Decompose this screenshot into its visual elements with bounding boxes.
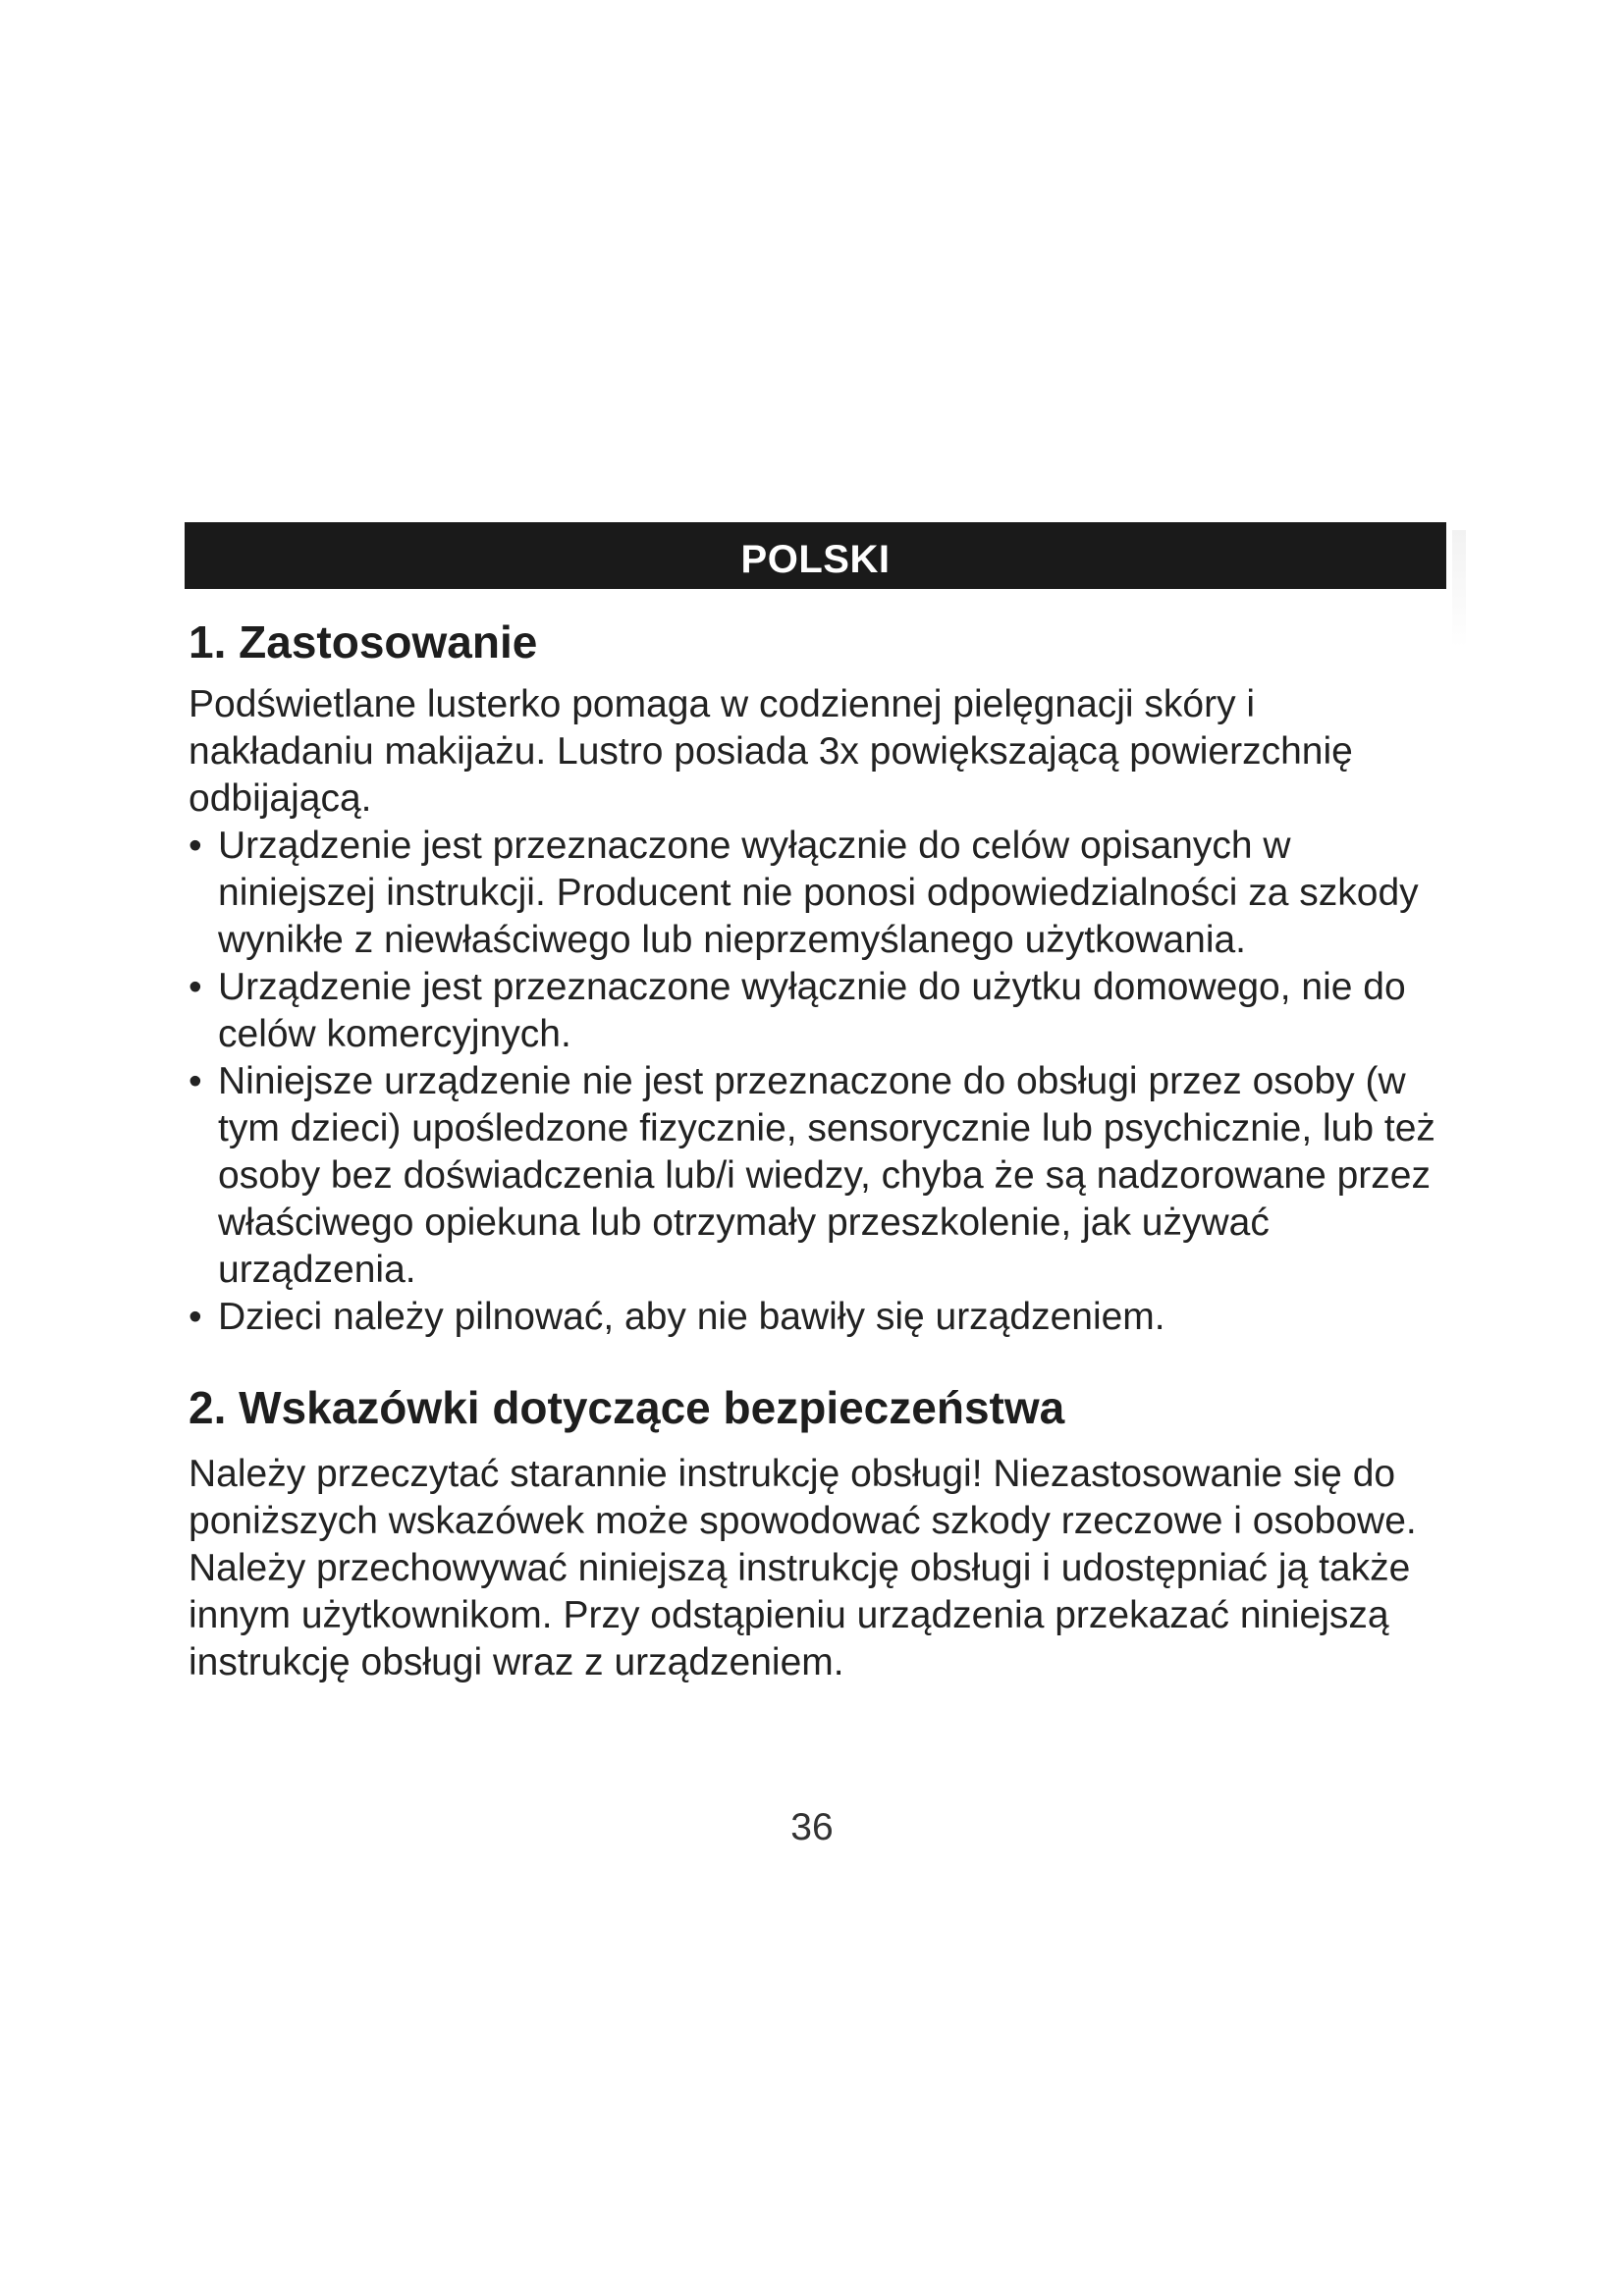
page-number: 36 xyxy=(790,1806,834,1848)
language-label: POLSKI xyxy=(740,538,891,581)
list-item xyxy=(189,823,1455,964)
list-item xyxy=(189,1294,1455,1341)
list-item-text: Niniejsze urządzenie nie jest przeznaczone do obsługi przez osoby (w tym dzieci) upośledzone fizycznie, sensorycznie lub psychicznie, lub też osoby bez doświadczenia lub/i wiedzy, chyba że są nadzorowane przez właściwego opiekuna lub otrzymały przeszkolenie, jak używać urządzenia. xyxy=(218,1060,1435,1291)
section-intended-use xyxy=(189,611,1455,1341)
bullet-icon: • xyxy=(189,966,202,1008)
list-item-text: Urządzenie jest przeznaczone wyłącznie do celów opisanych w niniejszej instrukcji. Producent nie ponosi odpowiedzialności za szkody wynikłe z niewłaściwego lub nieprzemyślanego użytkowania. xyxy=(218,825,1419,961)
list-item-text: Dzieci należy pilnować, aby nie bawiły się urządzeniem. xyxy=(218,1296,1165,1338)
section-safety-notes xyxy=(189,1376,1455,1686)
list-item xyxy=(189,964,1455,1058)
list-item-text: Urządzenie jest przeznaczone wyłącznie do użytku domowego, nie do celów komercyjnych. xyxy=(218,966,1406,1055)
bullet-icon: • xyxy=(189,1060,202,1102)
bullet-list xyxy=(189,823,1455,1341)
section-paragraph: Podświetlane lusterko pomaga w codziennej pielęgnacji skóry i nakładaniu makijażu. Lustro posiada 3x powiększającą powierzchnię odbijającą. xyxy=(189,683,1353,820)
page-content xyxy=(189,611,1455,1686)
list-item xyxy=(189,1058,1455,1294)
bullet-icon: • xyxy=(189,825,202,867)
section-heading: 2. Wskazówki dotyczące bezpieczeństwa xyxy=(189,1382,1065,1433)
language-header-bar xyxy=(185,522,1446,589)
section-paragraph: Należy przeczytać starannie instrukcję obsługi! Niezastosowanie się do poniższych wskazówek może spowodować szkody rzeczowe i osobowe. Należy przechowywać niniejszą instrukcję obsługi i udostępniać ją także innym użytkownikom. Przy odstąpieniu urządzenia przekazać niniejszą instrukcję obsługi wraz z urządzeniem. xyxy=(189,1453,1417,1683)
bullet-icon: • xyxy=(189,1296,202,1338)
section-heading: 1. Zastosowanie xyxy=(189,616,538,667)
